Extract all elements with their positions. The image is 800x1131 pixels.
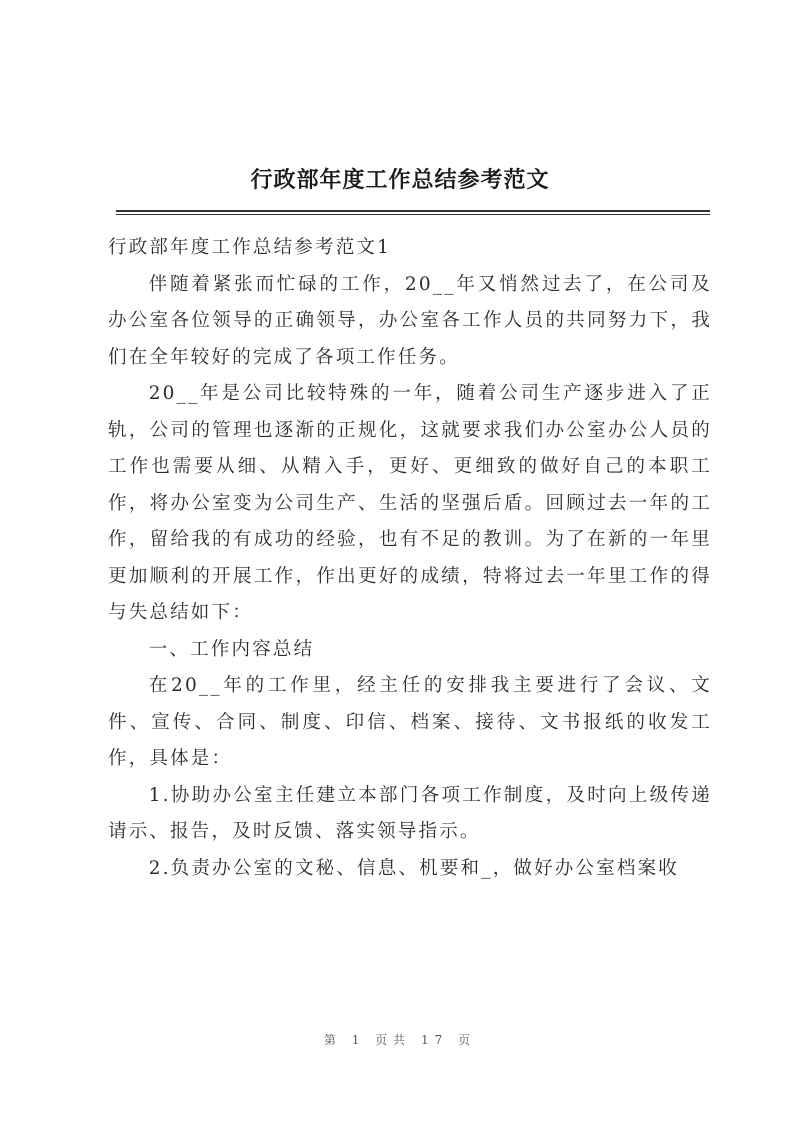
paragraph: 20__年是公司比较特殊的一年，随着公司生产逐步进入了正轨，公司的管理也逐渐的正规化，这就要求我们办公室办公人员的工作也需要从细、从精入手，更好、更细致的做好自己的本职工作，将办公室变为公司生产、生活的坚强后盾。回顾过去一年的工作，留给我的有成功的经验，也有不足的教训。为了在新的一年里更加顺利的开展工作，作出更好的成绩，特将过去一年里工作的得与失总结如下：: [108, 383, 712, 623]
section-heading: 一、工作内容总结: [148, 638, 315, 660]
paragraph: 伴随着紧张而忙碌的工作，20__年又悄然过去了，在公司及办公室各位领导的正确领导，办公室各工作人员的共同努力下，我们在全年较好的完成了各项工作任务。: [108, 273, 712, 368]
paragraph: 行政部年度工作总结参考范文1: [108, 237, 392, 258]
list-item: 1.协助办公室主任建立本部门各项工作制度，及时向上级传递请示、报告，及时反馈、落实领导指示。: [108, 784, 712, 842]
list-item: 2.负责办公室的文秘、信息、机要和_，做好办公室档案收: [148, 857, 679, 879]
document-body: [108, 230, 712, 887]
title-divider: [116, 210, 710, 215]
page-number-footer: 第 1 页共 17 页: [323, 1033, 477, 1047]
document-title: 行政部年度工作总结参考范文: [250, 167, 550, 193]
paragraph: 在20__年的工作里，经主任的安排我主要进行了会议、文件、宣传、合同、制度、印信、档案、接待、文书报纸的收发工作，具体是：: [108, 675, 712, 769]
